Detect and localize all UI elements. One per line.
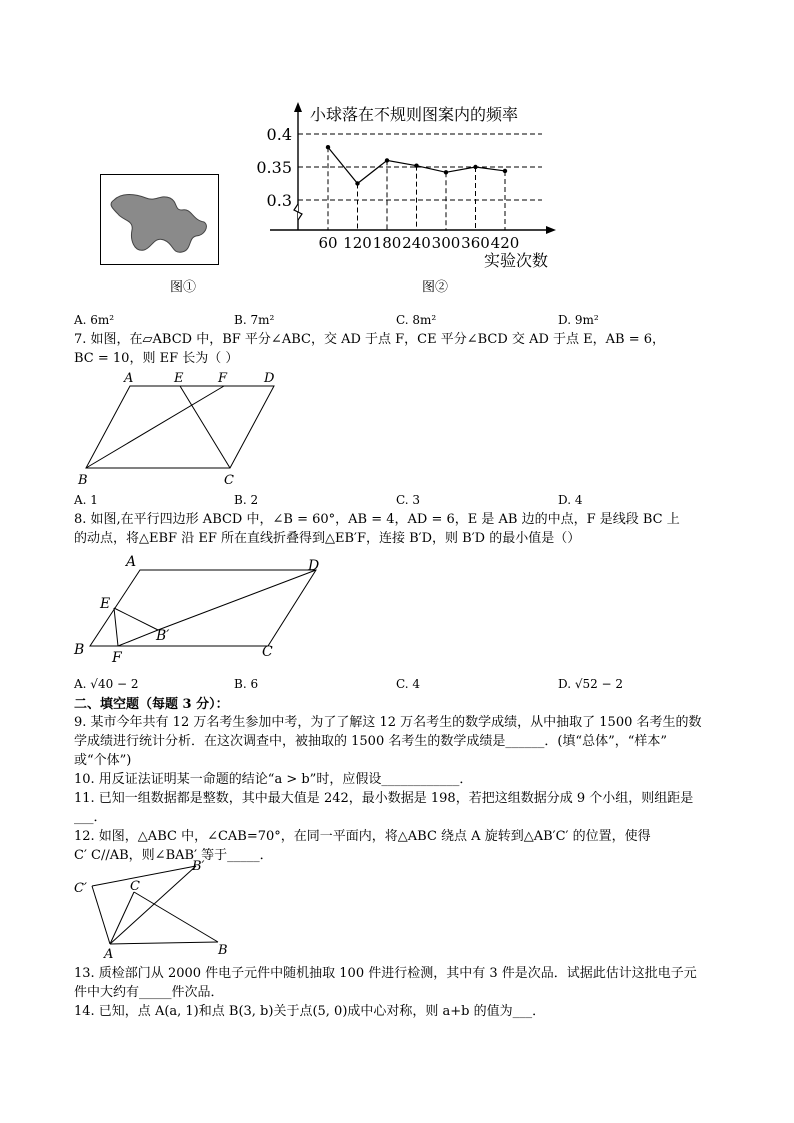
q7-text-line1: 7. 如图，在▱ABCD 中，BF 平分∠ABC，交 AD 于点 F，CE 平分∠BCD 交 AD 于点 E，AB = 6，: [74, 332, 665, 347]
q12-segment-CpA: [92, 886, 110, 944]
q8-option-b[interactable]: B. 6: [234, 677, 259, 691]
chart-x-axis-arrow: [546, 226, 556, 234]
figure-1-caption: 图①: [170, 280, 197, 295]
q7-label-B: B: [78, 473, 88, 488]
q6-option-a[interactable]: A. 6m²: [74, 313, 115, 327]
chart-x-tick-label: 120: [343, 234, 372, 252]
q8-label-E: E: [100, 596, 111, 612]
chart-x-tick-label: 240: [402, 234, 431, 252]
q8-option-d[interactable]: D. √52 − 2: [558, 677, 624, 691]
chart-data-point: [444, 170, 448, 174]
q8-label-B: B: [74, 642, 85, 658]
q8-text-line2: 的动点，将△EBF 沿 EF 所在直线折叠得到△EB′F，连接 B′D，则 B′D 的最小值是（）: [74, 531, 581, 546]
chart-x-tick-label: 300: [431, 234, 461, 252]
q14-text: 14. 已知，点 A(a, 1)和点 B(3, b)关于点(5, 0)成中心对称，则 a+b 的值为___．: [74, 1004, 546, 1019]
q8-parallelogram: [90, 570, 316, 646]
q9-text-line3: 或“个体”): [74, 753, 132, 768]
q12-rotation-figure: [72, 856, 242, 960]
chart-x-tick-label: 180: [372, 234, 402, 252]
q8-segment-FBp: [118, 630, 158, 646]
q8-text-line1: 8. 如图,在平行四边形 ABCD 中，∠B = 60°，AB = 4，AD = 6，E 是 AB 边的中点，F 是线段 BC 上: [74, 512, 680, 527]
q7-label-A: A: [124, 371, 134, 386]
chart-data-point: [385, 158, 389, 162]
q6-option-d[interactable]: D. 9m²: [558, 313, 599, 327]
q10-text: 10. 用反证法证明某一命题的结论“a > b”时，应假设____________．: [74, 772, 473, 787]
section-2-title: 二、填空题（每题 3 分）：: [74, 697, 229, 712]
q12-label-A: A: [104, 947, 114, 962]
q7-parallelogram: [86, 386, 274, 468]
q8-label-F: F: [112, 650, 122, 666]
q8-option-c[interactable]: C. 4: [396, 677, 421, 691]
q12-segment-CpB: [92, 866, 196, 886]
q7-label-C: C: [224, 473, 234, 488]
q12-label-B: B: [218, 943, 228, 958]
q8-parallelogram-figure: [72, 550, 332, 666]
chart-y-tick-label: 0.4: [266, 125, 292, 144]
q13-text-line1: 13. 质检部门从 2000 件电子元件中随机抽取 100 件进行检测，其中有 3 件是次品．试据此估计这批电子元: [74, 966, 697, 981]
q13-text-line2: 件中大约有_____件次品．: [74, 985, 224, 1000]
frequency-line-chart: [256, 100, 572, 275]
q7-segment-CE: [180, 386, 230, 468]
q7-label-F: F: [218, 371, 228, 386]
q8-label-Bprime: B′: [156, 628, 170, 644]
chart-data-point: [473, 165, 477, 169]
q12-label-Bprime: B′: [192, 859, 205, 874]
q7-label-D: D: [264, 371, 275, 386]
q11-text-line1: 11. 已知一组数据都是整数，其中最大值是 242，最小数据是 198，若把这组数据分成 9 个小组，则组距是: [74, 791, 694, 806]
q7-segment-BF: [86, 386, 224, 468]
q6-option-c[interactable]: C. 8m²: [396, 313, 437, 327]
q12-segment-AC: [110, 892, 134, 944]
chart-y-tick-label: 0.35: [256, 158, 292, 177]
chart-x-axis-label: 实验次数: [484, 251, 549, 270]
q6-option-b[interactable]: B. 7m²: [234, 313, 275, 327]
chart-axis-break: [294, 204, 302, 220]
chart-y-axis-arrow: [294, 102, 302, 112]
chart-data-point: [326, 145, 330, 149]
q12-label-C: C: [130, 879, 140, 894]
figure-1-irregular-pattern: [100, 174, 220, 266]
q7-option-d[interactable]: D. 4: [558, 493, 583, 507]
chart-x-tick-label: 60: [318, 234, 338, 252]
q7-option-b[interactable]: B. 2: [234, 493, 259, 507]
chart-title: 小球落在不规则图案内的频率: [310, 105, 519, 124]
q8-option-a[interactable]: A. √40 − 2: [74, 677, 139, 691]
q12-segment-CB: [134, 892, 218, 942]
q8-segment-BpD: [158, 570, 316, 630]
figure-2-caption: 图②: [422, 280, 449, 295]
q11-text-line2: ___．: [74, 810, 107, 825]
q12-segment-ABp: [110, 866, 196, 944]
chart-x-tick-label: 360: [461, 234, 490, 252]
q8-segment-EF: [114, 608, 118, 646]
q8-label-A: A: [126, 554, 137, 570]
chart-data-point: [503, 169, 507, 173]
q7-option-c[interactable]: C. 3: [396, 493, 421, 507]
q8-label-C: C: [262, 644, 273, 660]
q7-text-line2: BC = 10，则 EF 长为（ ）: [74, 351, 239, 366]
chart-data-point: [414, 163, 418, 167]
q9-text-line2: 学成绩进行统计分析．在这次调查中，被抽取的 1500 名考生的数学成绩是______．(填“总体”，“样本”: [74, 734, 668, 749]
q12-text-line2: C′ C//AB，则∠BAB′ 等于_____．: [74, 848, 273, 863]
q12-text-line1: 12. 如图，△ABC 中，∠CAB=70°，在同一平面内，将△ABC 绕点 A 旋转到△AB′C′ 的位置，使得: [74, 829, 651, 844]
q8-segment-EBp: [114, 608, 158, 630]
q7-option-a[interactable]: A. 1: [74, 493, 98, 507]
chart-y-tick-label: 0.3: [266, 191, 292, 210]
chart-data-point: [355, 181, 359, 185]
q8-label-D: D: [308, 558, 320, 574]
q7-parallelogram-figure: [74, 368, 294, 490]
q7-label-E: E: [174, 371, 184, 386]
q9-text-line1: 9. 某市今年共有 12 万名考生参加中考，为了了解这 12 万名考生的数学成绩，从中抽取了 1500 名考生的数: [74, 715, 702, 730]
q12-label-Cprime: C′: [74, 881, 87, 896]
q12-segment-AB: [110, 942, 218, 944]
chart-x-tick-label: 420: [490, 234, 520, 252]
